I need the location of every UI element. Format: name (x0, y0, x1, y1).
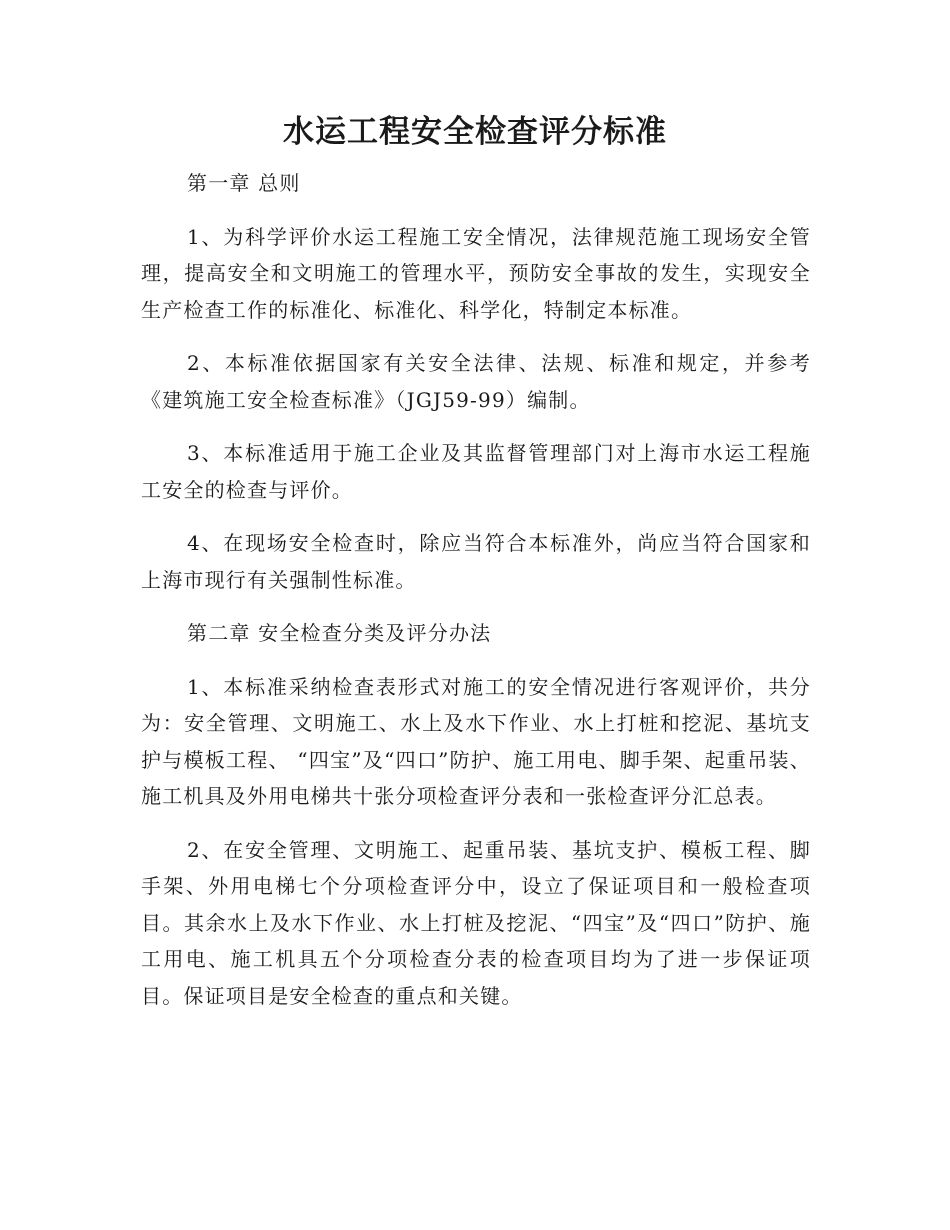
chapter-1-paragraph-2: 2、本标准依据国家有关安全法律、法规、标准和规定，并参考《建筑施工安全检查标准》（JGJ59-99）编制。 (141, 351, 811, 412)
chapter-1-paragraph-1: 1、为科学评价水运工程施工安全情况，法律规范施工现场安全管理，提高安全和文明施工的管理水平，预防安全事故的发生，实现安全生产检查工作的标准化、标准化、科学化，特制定本标准。 (141, 224, 811, 322)
chapter-2-paragraph-1: 1、本标准采纳检查表形式对施工的安全情况进行客观评价，共分为：安全管理、文明施工、水上及水下作业、水上打桩和挖泥、基坑支护与模板工程、 “四宝”及“四口”防护、施工用电、脚手架、起重吊装、施工机具及外用电梯共十张分项检查评分表和一张检查评分汇总表。 (141, 674, 811, 808)
document-title: 水运工程安全检查评分标准 (283, 114, 667, 150)
document-body (141, 165, 811, 1031)
chapter-1-heading: 第一章 总则 (187, 171, 301, 195)
chapter-1-paragraph-3: 3、本标准适用于施工企业及其监督管理部门对上海市水运工程施工安全的检查与评价。 (141, 441, 811, 502)
chapter-1-paragraph-4: 4、在现场安全检查时，除应当符合本标准外，尚应当符合国家和上海市现行有关强制性标准。 (141, 531, 811, 592)
chapter-2-heading: 第二章 安全检查分类及评分办法 (187, 621, 492, 645)
chapter-2-paragraph-2: 2、在安全管理、文明施工、起重吊装、基坑支护、模板工程、脚手架、外用电梯七个分项检查评分中，设立了保证项目和一般检查项目。其余水上及水下作业、水上打桩及挖泥、“四宝”及“四口”防护、施工用电、施工机具五个分项检查分表的检查项目均为了进一步保证项目。保证项目是安全检查的重点和关键。 (141, 837, 811, 1008)
